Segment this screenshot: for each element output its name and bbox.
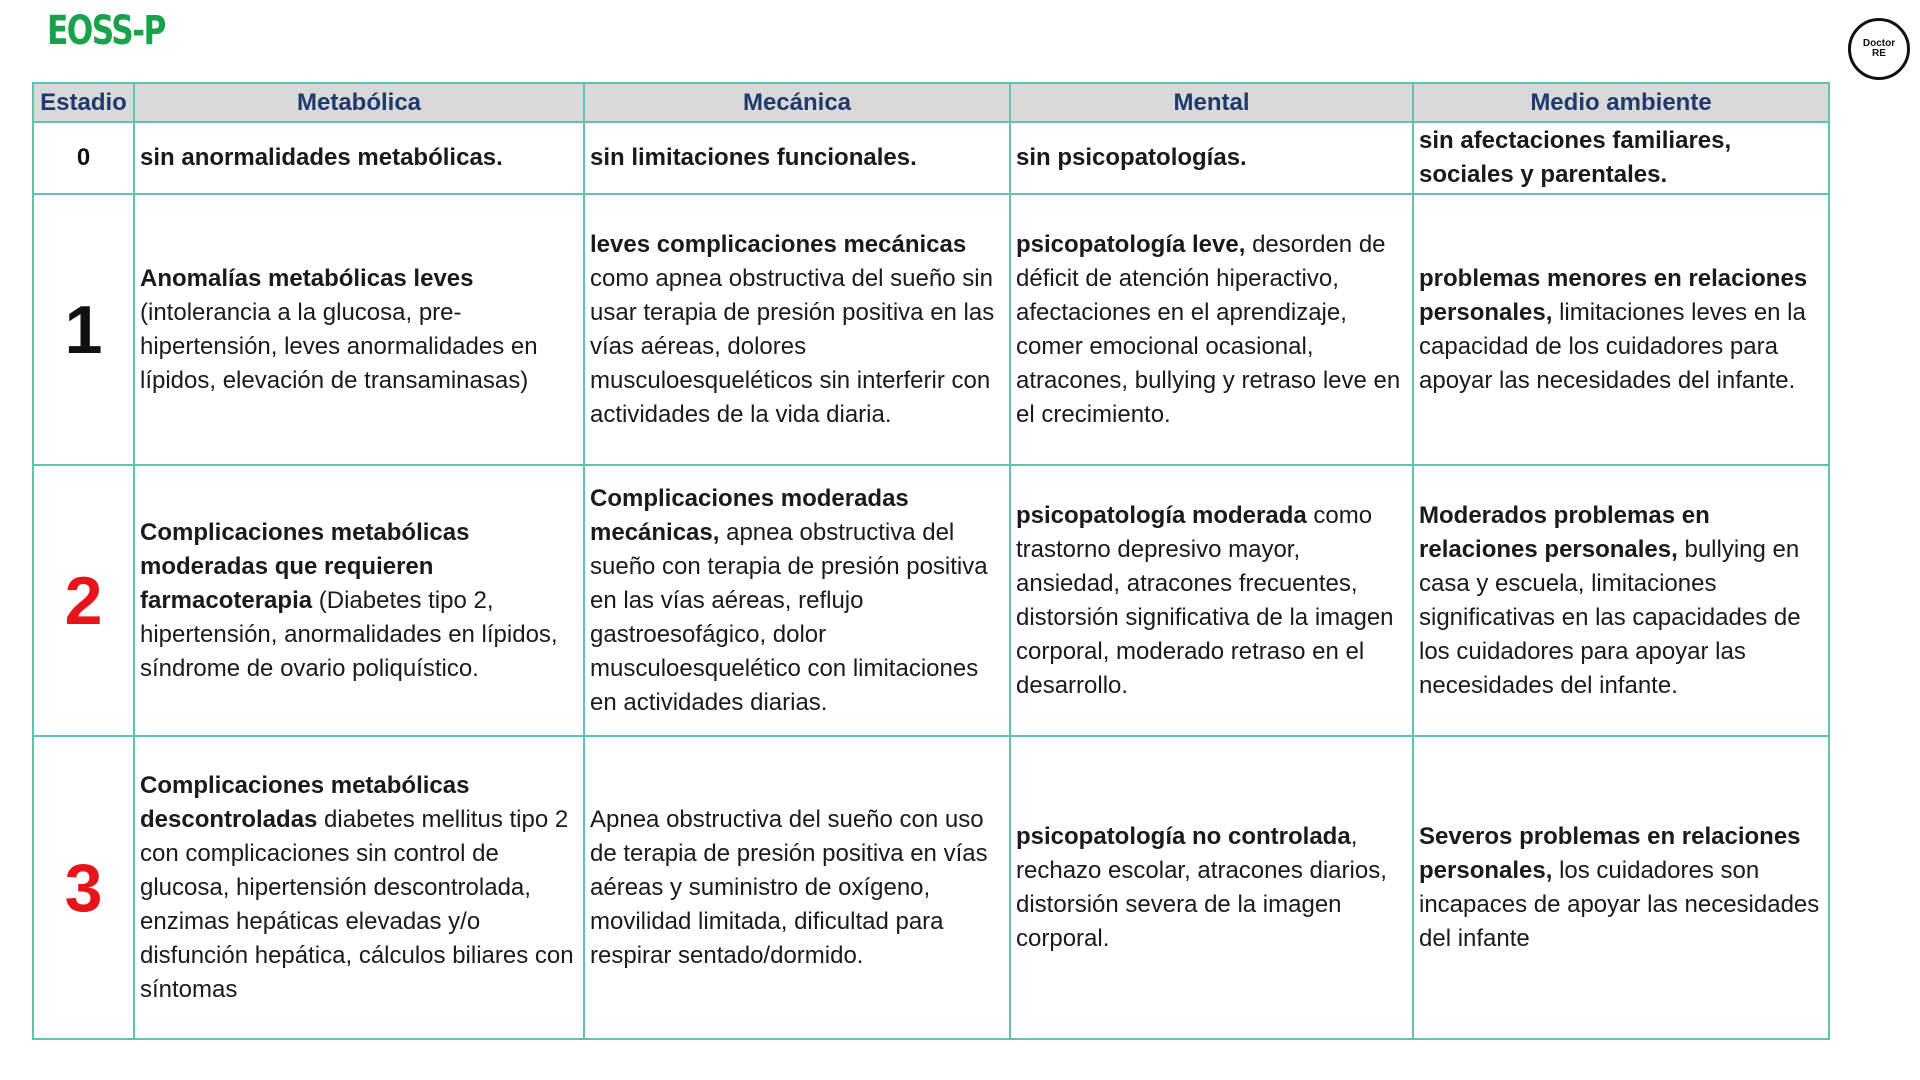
- stage-cell: 2: [33, 465, 134, 736]
- cell-bold-text: Complicaciones metabólicas descontroladas: [140, 771, 470, 833]
- cell-bold-text: sin limitaciones funcionales.: [590, 144, 917, 171]
- cell-text: como apnea obstructiva del sueño sin usar terapia de presión positiva en las vías aéreas, dolores musculoesqueléticos sin interferir con actividades de la vida diaria.: [590, 264, 995, 428]
- logo-line-1: Doctor: [1862, 38, 1896, 49]
- table-row: [33, 122, 1829, 194]
- cell-bold-text: leves complicaciones mecánicas: [590, 230, 967, 258]
- medio-ambiente-cell: [1413, 122, 1829, 194]
- cell-text: limitaciones leves en la capacidad de los cuidadores para apoyar las necesidades del infante.: [1419, 298, 1806, 394]
- cell-bold-text: Complicaciones metabólicas moderadas que requieren farmacoterapia: [140, 518, 470, 614]
- mecanica-cell: [584, 194, 1010, 465]
- cell-text: como trastorno depresivo mayor, ansiedad, atracones frecuentes, distorsión significativa de la imagen corporal, moderado retraso en el desarrollo.: [1016, 501, 1394, 699]
- metabolica-cell: [134, 122, 584, 194]
- cell-text: apnea obstructiva del sueño con terapia de presión positiva en las vías aéreas, reflujo gastroesofágico, dolor musculoesquelético con limitaciones en actividades diarias.: [590, 518, 988, 716]
- header-metabolica: Metabólica: [134, 83, 584, 122]
- cell-bold-text: Severos problemas en relaciones personales,: [1419, 822, 1801, 884]
- metabolica-cell: [134, 194, 584, 465]
- cell-bold-text: sin afectaciones familiares, sociales y parentales.: [1419, 127, 1732, 188]
- header-estadio: Estadio: [33, 83, 134, 122]
- medio-ambiente-cell: [1413, 465, 1829, 736]
- mental-cell: [1010, 194, 1413, 465]
- stage-cell: 1: [33, 194, 134, 465]
- medio-ambiente-cell: [1413, 194, 1829, 465]
- table-row: [33, 736, 1829, 1039]
- mental-cell: [1010, 122, 1413, 194]
- mecanica-cell: [584, 465, 1010, 736]
- metabolica-cell: [134, 736, 584, 1039]
- cell-text: bullying en casa y escuela, limitaciones significativas en las capacidades de los cuidadores para apoyar las necesidades del infante.: [1419, 535, 1801, 699]
- mental-cell: [1010, 736, 1413, 1039]
- logo-line-2: RE: [1872, 48, 1886, 59]
- cell-text: (Diabetes tipo 2, hipertensión, anormalidades en lípidos, síndrome de ovario poliquístico.: [140, 586, 558, 682]
- cell-bold-text: Complicaciones moderadas mecánicas,: [590, 484, 909, 546]
- doctor-re-logo: [1848, 18, 1910, 80]
- eoss-p-table: [32, 82, 1830, 1040]
- cell-bold-text: psicopatología leve,: [1016, 230, 1246, 258]
- header-medio-ambiente: Medio ambiente: [1413, 83, 1829, 122]
- table-row: [33, 194, 1829, 465]
- stage-cell: 0: [33, 122, 134, 194]
- cell-bold-text: problemas menores en relaciones personales,: [1419, 264, 1808, 326]
- mecanica-cell: [584, 736, 1010, 1039]
- cell-text: , rechazo escolar, atracones diarios, distorsión severa de la imagen corporal.: [1016, 822, 1387, 952]
- cell-text: Apnea obstructiva del sueño con uso de terapia de presión positiva en vías aéreas y suministro de oxígeno, movilidad limitada, dificultad para respirar sentado/dormido.: [590, 805, 988, 969]
- mental-cell: [1010, 465, 1413, 736]
- stage-cell: 3: [33, 736, 134, 1039]
- table-header-row: [33, 83, 1829, 122]
- mecanica-cell: [584, 122, 1010, 194]
- header-mental: Mental: [1010, 83, 1413, 122]
- metabolica-cell: [134, 465, 584, 736]
- cell-text: los cuidadores son incapaces de apoyar las necesidades del infante: [1419, 856, 1820, 952]
- table-row: [33, 465, 1829, 736]
- cell-bold-text: psicopatología no controlada: [1016, 822, 1351, 850]
- cell-bold-text: Anomalías metabólicas leves: [140, 264, 474, 292]
- cell-text: diabetes mellitus tipo 2 con complicaciones sin control de glucosa, hipertensión descontrolada, enzimas hepáticas elevadas y/o disfunción hepática, cálculos biliares con síntomas: [140, 805, 574, 1003]
- cell-bold-text: Moderados problemas en relaciones personales,: [1419, 501, 1710, 563]
- cell-bold-text: sin anormalidades metabólicas.: [140, 144, 503, 171]
- header-mecanica: Mecánica: [584, 83, 1010, 122]
- medio-ambiente-cell: [1413, 736, 1829, 1039]
- cell-bold-text: psicopatología moderada: [1016, 501, 1307, 529]
- cell-text: desorden de déficit de atención hiperactivo, afectaciones en el aprendizaje, comer emocional ocasional, atracones, bullying y retraso leve en el crecimiento.: [1016, 230, 1401, 428]
- page-title: EOSS-P: [47, 8, 165, 54]
- cell-bold-text: sin psicopatologías.: [1016, 144, 1247, 171]
- cell-text: (intolerancia a la glucosa, pre-hipertensión, leves anormalidades en lípidos, elevación de transaminasas): [140, 298, 538, 394]
